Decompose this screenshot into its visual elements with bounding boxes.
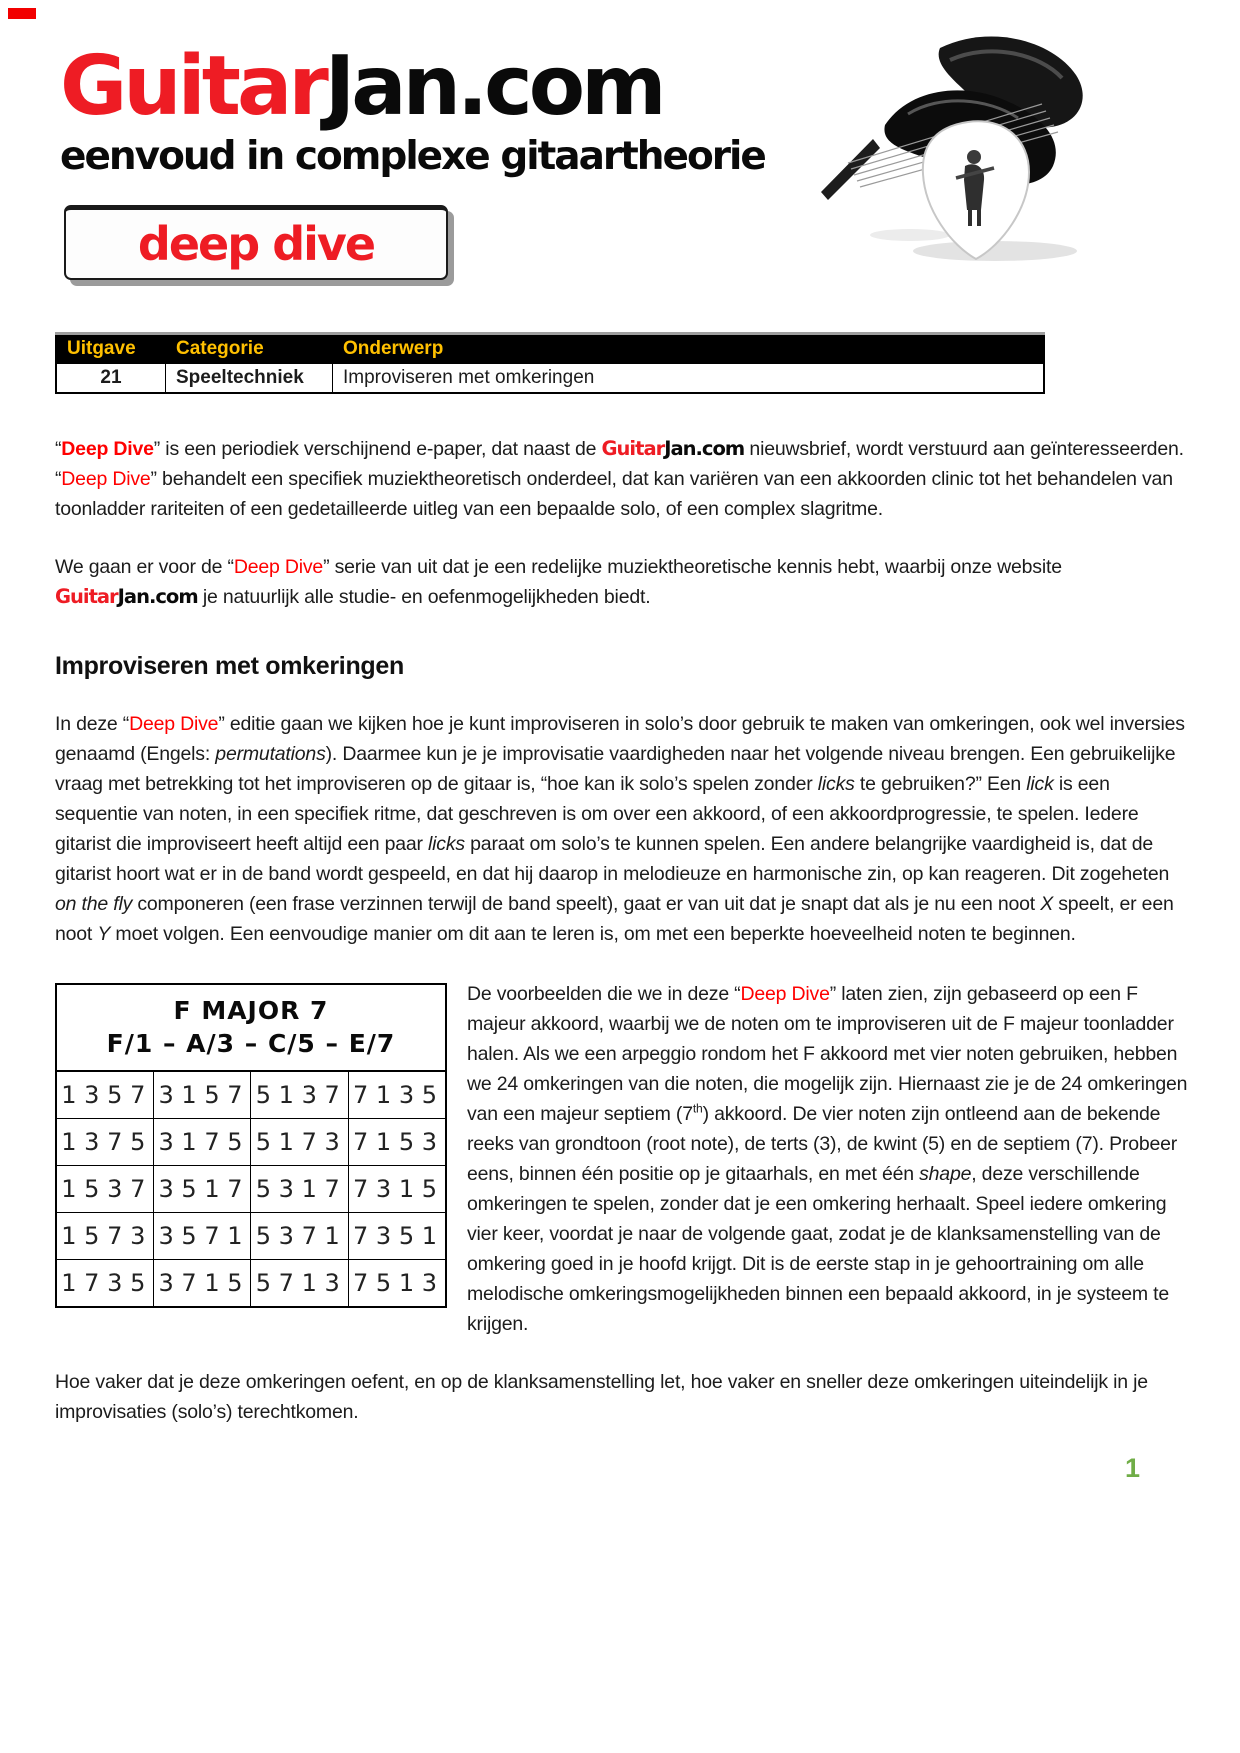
issue-subject: Improviseren met omkeringen (333, 364, 1045, 394)
fmajor7-inversions-table (55, 983, 447, 1308)
chord-table-header-row (56, 984, 446, 1071)
inversion-cell: 7153 (348, 1119, 446, 1166)
issue-info-row (56, 364, 1044, 394)
inversion-cell: 7315 (348, 1166, 446, 1213)
col-header-onderwerp: Onderwerp (333, 334, 1045, 364)
inversion-cell: 1375 (56, 1119, 154, 1166)
chord-table-body (56, 1071, 446, 1307)
document-body (0, 434, 1240, 1484)
inversion-cell: 3715 (154, 1260, 251, 1308)
body-paragraph-3: Hoe vaker dat je deze omkeringen oefent, en op de klanksamenstelling let, hoe vaker en sneller deze omkeringen uiteindelijk in je improvisaties (solo’s) terechtkomen. (55, 1371, 1148, 1423)
chord-table-row (56, 1260, 446, 1308)
section-heading: Improviseren met omkeringen (55, 652, 404, 680)
deep-dive-banner-label: deep dive (137, 217, 375, 271)
logo-tagline: eenvoud in complexe gitaartheorie (60, 134, 765, 179)
intro-paragraph-2: We gaan er voor de “Deep Dive” serie van uit dat je een redelijke muziektheoretische kennis hebt, waarbij onze website GuitarJan.com je natuurlijk alle studie- en oefenmogelijkheden biedt. (55, 556, 1062, 608)
inversion-cell: 5317 (251, 1166, 348, 1213)
chord-table-row (56, 1166, 446, 1213)
body-paragraph-1: In deze “Deep Dive” editie gaan we kijken hoe je kunt improviseren in solo’s door gebruik te maken van omkeringen, ook wel inversies genaamd (Engels: permutations). Daarmee kun je je improvisatie vaardigheden naar het volgende niveau brengen. Een gebruikelijke vraag met betrekking tot het improviseren op de gitaar is, “hoe kan ik solo’s spelen zonder licks te gebruiken?” Een lick is een sequentie van noten, in een specifiek ritme, dat geschreven is om over een akkoord, of een akkoordprogressie, te spelen. Iedere gitarist die improviseert heeft altijd een paar licks paraat om solo’s te kunnen spelen. Een andere belangrijke vaardigheid is, dat de gitarist hoort wat er in de band wordt gespeeld, en dat hij daarop in melodieuze en harmonische zin, op kan reageren. Dit zogeheten on the fly componeren (een frase verzinnen terwijl de band speelt), gaat er van uit dat je snapt dat als je nu een noot X speelt, er een noot Y moet volgen. Een eenvoudige manier om dit aan te leren is, om met een beperkte hoeveelheid noten te beginnen. (55, 713, 1185, 945)
chord-table-row (56, 1071, 446, 1119)
issue-info-header-row (56, 334, 1044, 364)
logo-part-jancom: Jan.com (324, 39, 663, 134)
inversion-cell: 5137 (251, 1071, 348, 1119)
inversion-cell: 1357 (56, 1071, 154, 1119)
issue-number: 21 (56, 364, 166, 394)
deep-dive-banner (64, 205, 448, 280)
chord-table-row (56, 1119, 446, 1166)
chord-table-row (56, 1213, 446, 1260)
col-header-uitgave: Uitgave (56, 334, 166, 364)
inversion-cell: 3571 (154, 1213, 251, 1260)
inversion-cell: 5371 (251, 1213, 348, 1260)
logo-part-guitar: Guitar (60, 39, 325, 134)
body-paragraph-2: De voorbeelden die we in deze “Deep Dive” laten zien, zijn gebaseerd op een F majeur akkoord, waarbij we de noten om te improviseren uit de F majeur toonladder halen. Als we een arpeggio rondom het F akkoord met vier noten gebruiken, hebben we 24 omkeringen van die noten, die mogelijk zijn. Hiernaast zie je de 24 omkeringen van een majeur septiem (7th) akkoord. De vier noten zijn ontleend aan de bekende reeks van grondtoon (root note), de terts (3), de kwint (5) en de septiem (7). Probeer eens, binnen één positie op je gitaarhals, en met één shape, deze verschillende omkeringen te spelen, zonder dat je een omkering herhaalt. Speel iedere omkering vier keer, voordat je naar de volgende gaat, zodat je de klanksamenstelling van de omkering goed in je hoofd krijgt. Dit is de eerste stap in je gehoortraining om alle melodische omkeringsmogelijkheden binnen een bepaald akkoord, in je systeem te krijgen. (467, 983, 1188, 1335)
inversion-cell: 5713 (251, 1260, 348, 1308)
chord-table-subtitle: F/1 – A/3 – C/5 – E/7 (106, 1028, 396, 1058)
inversion-cell: 7135 (348, 1071, 446, 1119)
inversion-cell: 7513 (348, 1260, 446, 1308)
col-header-categorie: Categorie (166, 334, 333, 364)
table-and-text-block (55, 979, 1190, 1339)
inversion-cell: 1537 (56, 1166, 154, 1213)
inversion-cell: 3175 (154, 1119, 251, 1166)
inversion-cell: 3517 (154, 1166, 251, 1213)
issue-category: Speeltechniek (166, 364, 333, 394)
inversion-cell: 5173 (251, 1119, 348, 1166)
issue-info-table (55, 332, 1045, 394)
intro-paragraph-1: “Deep Dive” is een periodiek verschijnend e-paper, dat naast de GuitarJan.com nieuwsbrief, wordt verstuurd aan geïnteresseerden. “Deep Dive” behandelt een specifiek muziektheoretisch onderdeel, dat kan variëren van een akkoorden clinic tot het behandelen van toonladder rariteiten of een gedetailleerde uitleg van een bepaalde solo, of een complex slagritme. (55, 437, 1184, 520)
inversion-cell: 3157 (154, 1071, 251, 1119)
inversion-cell: 1573 (56, 1213, 154, 1260)
page-number: 1 (1124, 1453, 1140, 1483)
guitar-plectrum-image (790, 30, 1090, 270)
inversion-cell: 1735 (56, 1260, 154, 1308)
chord-table-title: F MAJOR 7 (173, 996, 329, 1025)
inversion-cell: 7351 (348, 1213, 446, 1260)
masthead (0, 0, 1240, 280)
